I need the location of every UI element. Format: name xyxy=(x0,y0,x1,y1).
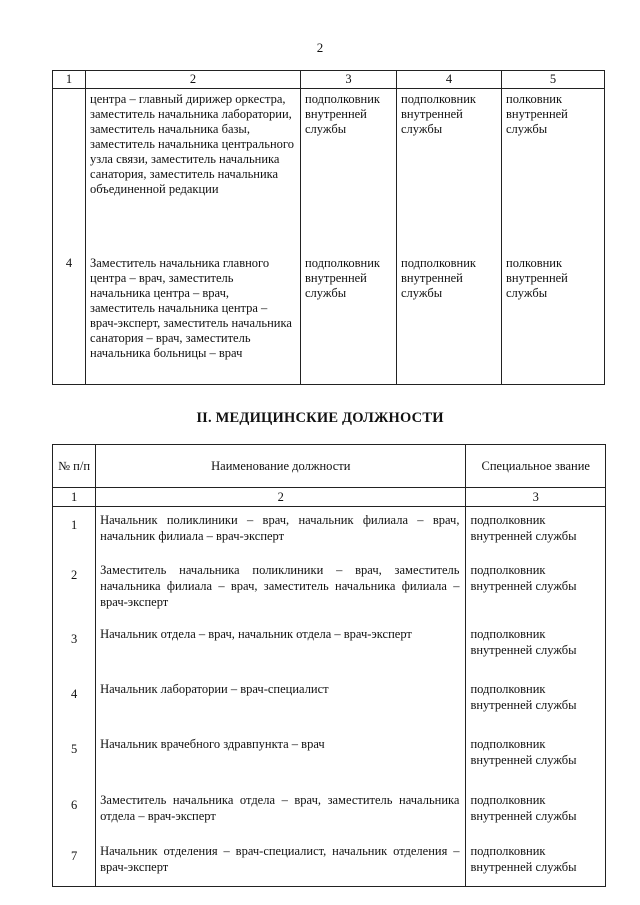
rank-cell: подполковник внутренней службы xyxy=(301,256,397,385)
ranks-table-continued xyxy=(52,70,605,385)
rank-cell: полковник внутренней службы xyxy=(502,89,605,257)
page-number: 2 xyxy=(316,40,324,55)
rank-cell: подполковник внутренней службы xyxy=(466,838,606,887)
table-row xyxy=(53,256,605,385)
table-header-row xyxy=(53,445,606,488)
position-name: Заместитель начальника главного центра – врач, заместитель начальника центра – врач, заместитель начальника центра – врач-эксперт, заместитель начальника санатория – врач, заместитель начальника больницы – врач xyxy=(86,256,301,385)
table-index-row xyxy=(53,488,606,507)
rank-cell: подполковник внутренней службы xyxy=(397,256,502,385)
rank-cell: подполковник внутренней службы xyxy=(466,621,606,676)
position-name: центра – главный дирижер оркестра, заместитель начальника лаборатории, заместитель начальника базы, заместитель начальника центрального узла связи, заместитель начальника санатория, заместитель начальника объединенной редакции xyxy=(86,89,301,257)
header-rank: Специальное звание xyxy=(466,445,606,488)
medical-positions-table xyxy=(52,444,606,887)
rank-cell: подполковник внутренней службы xyxy=(397,89,502,257)
position-name: Заместитель начальника поликлиники – врач, заместитель начальника филиала – врач, заместитель начальника филиала – врач-эксперт xyxy=(96,557,466,621)
header-num: № п/п xyxy=(53,445,96,488)
row-number: 4 xyxy=(53,256,86,385)
rank-cell: подполковник внутренней службы xyxy=(301,89,397,257)
index-cell: 3 xyxy=(466,488,606,507)
table-row xyxy=(53,676,606,731)
position-name: Начальник врачебного здравпункта – врач xyxy=(96,731,466,787)
table-header-row xyxy=(53,71,605,89)
header-name: Наименование должности xyxy=(96,445,466,488)
header-cell: 3 xyxy=(301,71,397,89)
row-number: 5 xyxy=(53,731,96,787)
header-cell: 5 xyxy=(502,71,605,89)
row-number: 3 xyxy=(53,621,96,676)
table-row xyxy=(53,557,606,621)
row-number: 2 xyxy=(53,557,96,621)
row-number: 6 xyxy=(53,787,96,838)
header-cell: 4 xyxy=(397,71,502,89)
header-cell: 1 xyxy=(53,71,86,89)
table-row xyxy=(53,507,606,558)
rank-cell: полковник внутренней службы xyxy=(502,256,605,385)
rank-cell: подполковник внутренней службы xyxy=(466,507,606,558)
section-title: II. МЕДИЦИНСКИЕ ДОЛЖНОСТИ xyxy=(196,410,444,426)
index-cell: 2 xyxy=(96,488,466,507)
row-number: 7 xyxy=(53,838,96,887)
header-cell: 2 xyxy=(86,71,301,89)
rank-cell: подполковник внутренней службы xyxy=(466,787,606,838)
row-number: 4 xyxy=(53,676,96,731)
rank-cell: подполковник внутренней службы xyxy=(466,557,606,621)
table-row xyxy=(53,787,606,838)
rank-cell: подполковник внутренней службы xyxy=(466,731,606,787)
row-number xyxy=(53,89,86,257)
position-name: Начальник поликлиники – врач, начальник филиала – врач, начальник филиала – врач-эксперт xyxy=(96,507,466,558)
table-row xyxy=(53,838,606,887)
position-name: Заместитель начальника отдела – врач, заместитель начальника отдела – врач-эксперт xyxy=(96,787,466,838)
table-row xyxy=(53,621,606,676)
index-cell: 1 xyxy=(53,488,96,507)
position-name: Начальник отдела – врач, начальник отдела – врач-эксперт xyxy=(96,621,466,676)
position-name: Начальник лаборатории – врач-специалист xyxy=(96,676,466,731)
table-row xyxy=(53,731,606,787)
rank-cell: подполковник внутренней службы xyxy=(466,676,606,731)
table-row xyxy=(53,89,605,257)
row-number: 1 xyxy=(53,507,96,558)
position-name: Начальник отделения – врач-специалист, начальник отделения – врач-эксперт xyxy=(96,838,466,887)
